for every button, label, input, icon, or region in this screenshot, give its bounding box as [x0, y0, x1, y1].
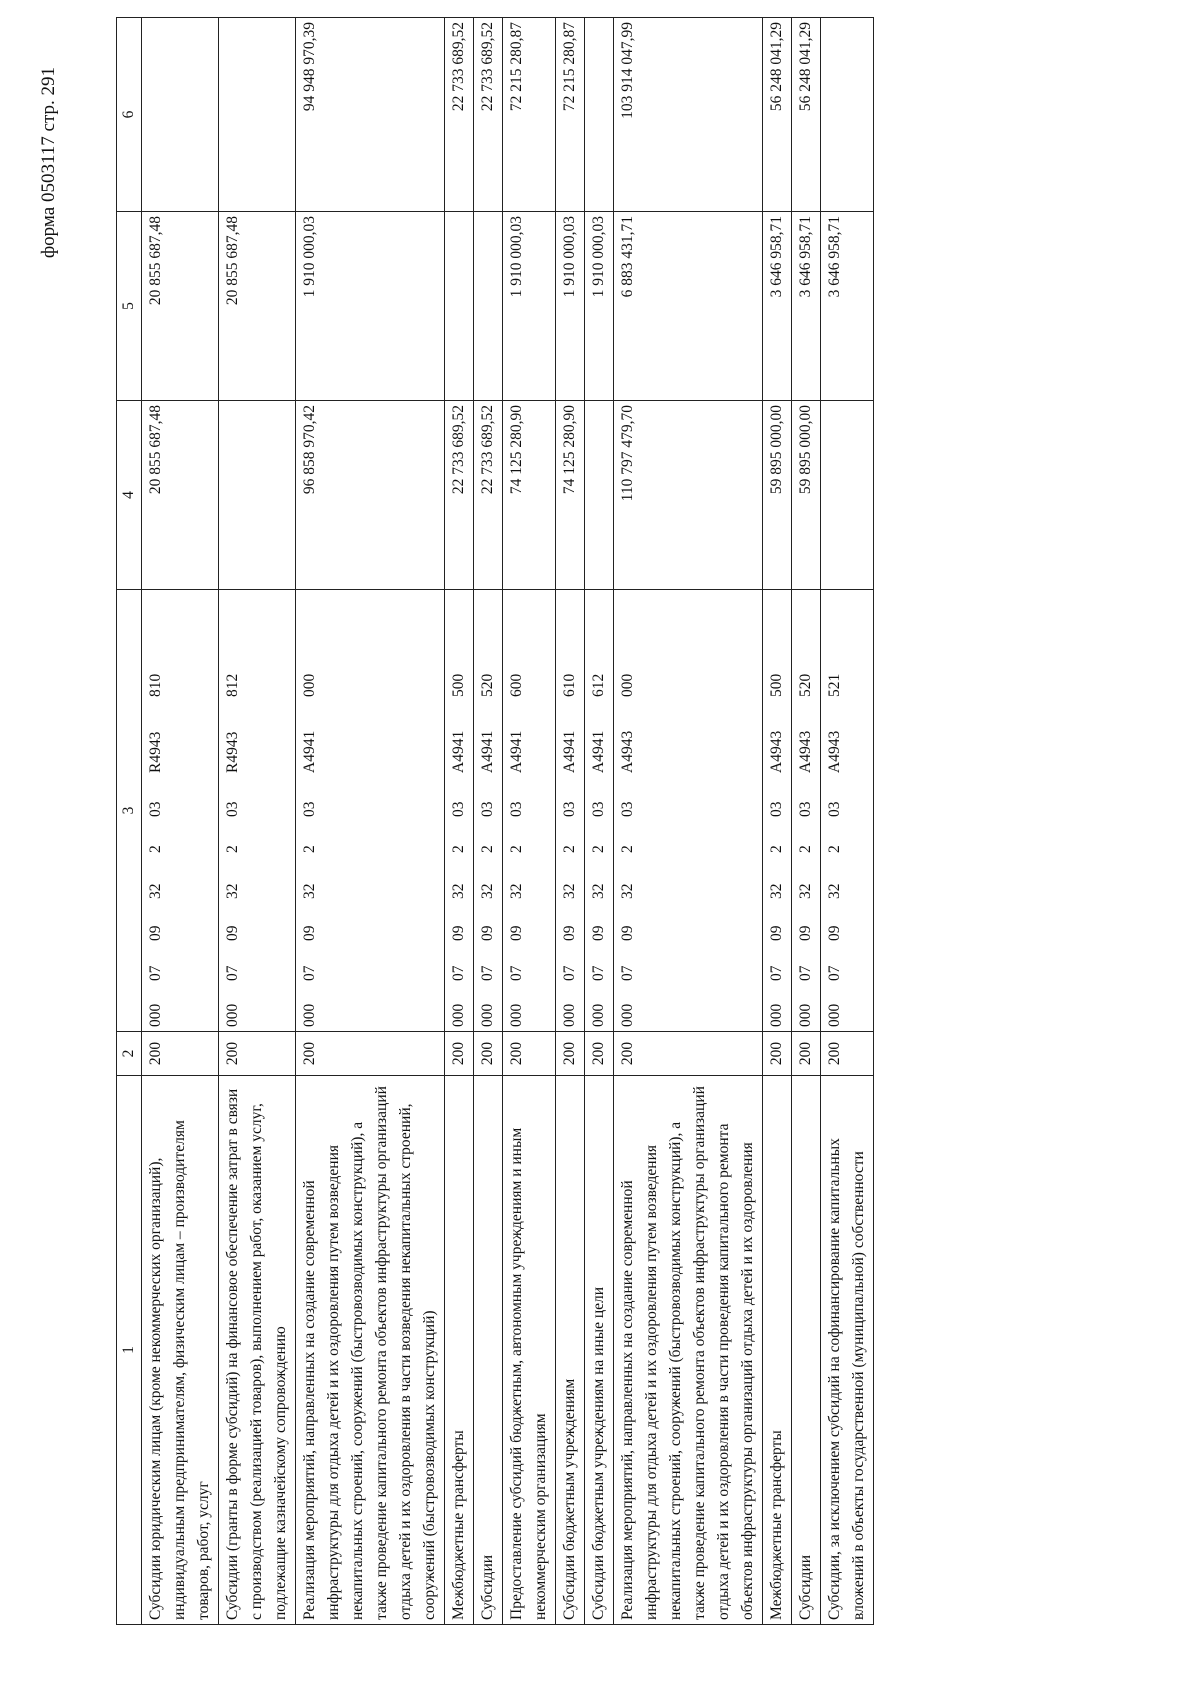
unexecuted-amount: 56 248 041,29	[792, 18, 821, 212]
code-part: 000	[147, 1003, 164, 1027]
column-number: 4	[117, 401, 142, 590]
row-name: Субсидии бюджетным учреждениям	[556, 1076, 585, 1625]
approved-amount: 20 855 687,48	[142, 401, 219, 590]
code-part: 03	[301, 801, 318, 817]
code-part: 2	[147, 845, 164, 853]
executed-amount: 6 883 431,71	[614, 212, 763, 401]
code-part: 07	[450, 965, 467, 981]
code-part: А4941	[450, 730, 467, 773]
unexecuted-amount: 103 914 047,99	[614, 18, 763, 212]
unexecuted-amount: 72 215 280,87	[503, 18, 556, 212]
code-part: 09	[561, 925, 578, 941]
code-part: 521	[826, 673, 843, 697]
approved-amount: 74 125 280,90	[503, 401, 556, 590]
code-part: А4943	[826, 730, 843, 773]
approved-amount: 96 858 970,42	[296, 401, 445, 590]
budget-classification-code	[219, 590, 296, 1032]
form-label: форма 0503117 стр. 291	[38, 67, 59, 259]
code-part: 000	[301, 1003, 318, 1027]
budget-classification-code	[585, 590, 614, 1032]
unexecuted-amount: 22 733 689,52	[445, 18, 474, 212]
code-part: 09	[301, 925, 318, 941]
code-part: 03	[768, 801, 785, 817]
budget-classification-code	[503, 590, 556, 1032]
code-part: 2	[619, 845, 636, 853]
code-part: 000	[561, 1003, 578, 1027]
table-row	[792, 18, 821, 1625]
code-part: 32	[450, 883, 467, 899]
row-name: Межбюджетные трансферты	[445, 1076, 474, 1625]
code-part: 32	[768, 883, 785, 899]
row-name: Субсидии, за исключением субсидий на софинансирование капитальных вложений в объекты государственной (муниципальной) собственности	[821, 1076, 874, 1625]
code-part: 32	[561, 883, 578, 899]
table-body	[142, 18, 874, 1625]
unexecuted-amount: 56 248 041,29	[763, 18, 792, 212]
code-part: 07	[508, 965, 525, 981]
code-part: А4943	[768, 730, 785, 773]
row-name: Реализация мероприятий, направленных на создание современной инфраструктуры для отдыха детей и их оздоровления путем возведения некапитальных строений, сооружений (быстровозводимых конструкций), а также проведение капитального ремонта объектов инфраструктуры организаций отдыха детей и их оздоровления в части возведения некапитальных строений, сооружений (быстровозводимых конструкций)	[296, 1076, 445, 1625]
row-name: Субсидии	[792, 1076, 821, 1625]
row-name: Предоставление субсидий бюджетным, автономным учреждениям и иным некоммерческим организациям	[503, 1076, 556, 1625]
unexecuted-amount: 22 733 689,52	[474, 18, 503, 212]
code-part: 09	[450, 925, 467, 941]
approved-amount: 74 125 280,90	[556, 401, 585, 590]
table-row	[503, 18, 556, 1625]
code-part: 09	[147, 925, 164, 941]
code-part: 000	[301, 673, 318, 697]
line-code: 200	[219, 1032, 296, 1076]
budget-classification-code	[296, 590, 445, 1032]
unexecuted-amount: 94 948 970,39	[296, 18, 445, 212]
budget-classification-code	[142, 590, 219, 1032]
column-number: 3	[117, 590, 142, 1032]
executed-amount: 1 910 000,03	[585, 212, 614, 401]
table-row	[614, 18, 763, 1625]
code-part: 2	[826, 845, 843, 853]
code-part: А4941	[561, 730, 578, 773]
line-code: 200	[296, 1032, 445, 1076]
code-part: 03	[479, 801, 496, 817]
code-part: 000	[224, 1003, 241, 1027]
code-part: R4943	[147, 731, 164, 773]
executed-amount: 3 646 958,71	[763, 212, 792, 401]
code-part: 03	[619, 801, 636, 817]
code-part: 09	[479, 925, 496, 941]
code-part: 000	[619, 1003, 636, 1027]
code-part: 03	[561, 801, 578, 817]
table-row	[556, 18, 585, 1625]
code-part: 07	[797, 965, 814, 981]
code-part: 000	[826, 1003, 843, 1027]
executed-amount: 1 910 000,03	[556, 212, 585, 401]
code-part: 07	[147, 965, 164, 981]
code-part: 000	[479, 1003, 496, 1027]
code-part: 09	[224, 925, 241, 941]
code-part: 03	[224, 801, 241, 817]
code-part: 2	[508, 845, 525, 853]
executed-amount: 3 646 958,71	[792, 212, 821, 401]
code-part: 612	[590, 673, 607, 697]
code-part: 07	[479, 965, 496, 981]
code-part: 03	[147, 801, 164, 817]
code-part: 07	[301, 965, 318, 981]
code-part: 07	[826, 965, 843, 981]
code-part: 2	[768, 845, 785, 853]
budget-classification-code	[614, 590, 763, 1032]
approved-amount: 59 895 000,00	[792, 401, 821, 590]
code-part: 520	[479, 673, 496, 697]
executed-amount: 3 646 958,71	[821, 212, 874, 401]
line-code: 200	[474, 1032, 503, 1076]
code-part: 03	[450, 801, 467, 817]
code-part: 09	[619, 925, 636, 941]
code-part: 520	[797, 673, 814, 697]
line-code: 200	[445, 1032, 474, 1076]
code-part: 610	[561, 673, 578, 697]
code-part: R4943	[224, 731, 241, 773]
row-name: Межбюджетные трансферты	[763, 1076, 792, 1625]
code-part: 07	[590, 965, 607, 981]
budget-table	[116, 17, 874, 1625]
code-part: 2	[224, 845, 241, 853]
budget-classification-code	[445, 590, 474, 1032]
code-part: 07	[619, 965, 636, 981]
code-part: 03	[797, 801, 814, 817]
row-name: Субсидии бюджетным учреждениям на иные цели	[585, 1076, 614, 1625]
code-part: 32	[224, 883, 241, 899]
approved-amount	[585, 401, 614, 590]
approved-amount	[821, 401, 874, 590]
approved-amount: 59 895 000,00	[763, 401, 792, 590]
code-part: 000	[768, 1003, 785, 1027]
code-part: А4941	[479, 730, 496, 773]
code-part: 2	[590, 845, 607, 853]
code-part: 32	[508, 883, 525, 899]
approved-amount: 22 733 689,52	[474, 401, 503, 590]
code-part: 000	[619, 673, 636, 697]
code-part: 09	[590, 925, 607, 941]
budget-classification-code	[792, 590, 821, 1032]
line-code: 200	[585, 1032, 614, 1076]
line-code: 200	[142, 1032, 219, 1076]
code-part: 000	[590, 1003, 607, 1027]
unexecuted-amount	[821, 18, 874, 212]
table-row	[296, 18, 445, 1625]
code-part: А4941	[590, 730, 607, 773]
code-part: 810	[147, 673, 164, 697]
column-number: 6	[117, 18, 142, 212]
column-number-row	[117, 18, 142, 1625]
table-row	[474, 18, 503, 1625]
table-row	[445, 18, 474, 1625]
code-part: 07	[768, 965, 785, 981]
line-code: 200	[556, 1032, 585, 1076]
code-part: 03	[508, 801, 525, 817]
code-part: 09	[797, 925, 814, 941]
unexecuted-amount	[585, 18, 614, 212]
line-code: 200	[821, 1032, 874, 1076]
unexecuted-amount	[142, 18, 219, 212]
budget-classification-code	[763, 590, 792, 1032]
table-row	[821, 18, 874, 1625]
code-part: 32	[826, 883, 843, 899]
executed-amount: 20 855 687,48	[219, 212, 296, 401]
code-part: 32	[301, 883, 318, 899]
code-part: 000	[508, 1003, 525, 1027]
line-code: 200	[763, 1032, 792, 1076]
code-part: 07	[561, 965, 578, 981]
code-part: 500	[450, 673, 467, 697]
column-number: 2	[117, 1032, 142, 1076]
code-part: 32	[619, 883, 636, 899]
column-number: 5	[117, 212, 142, 401]
code-part: 2	[561, 845, 578, 853]
line-code: 200	[614, 1032, 763, 1076]
code-part: 32	[797, 883, 814, 899]
executed-amount	[445, 212, 474, 401]
budget-classification-code	[821, 590, 874, 1032]
code-part: А4941	[508, 730, 525, 773]
unexecuted-amount: 72 215 280,87	[556, 18, 585, 212]
executed-amount	[474, 212, 503, 401]
code-part: 600	[508, 673, 525, 697]
table-row	[142, 18, 219, 1625]
code-part: 000	[450, 1003, 467, 1027]
code-part: А4943	[619, 730, 636, 773]
code-part: 03	[826, 801, 843, 817]
code-part: 09	[508, 925, 525, 941]
row-name: Субсидии	[474, 1076, 503, 1625]
table-row	[219, 18, 296, 1625]
code-part: 09	[768, 925, 785, 941]
row-name: Реализация мероприятий, направленных на создание современной инфраструктуры для отдыха детей и их оздоровления путем возведения некапитальных строений, сооружений (быстровозводимых конструкций), а также проведение капитального ремонта объектов инфраструктуры организаций отдыха детей и их оздоровления в части проведения капитального ремонта объектов инфраструктуры организаций отдыха детей и их оздоровления	[614, 1076, 763, 1625]
table-row	[763, 18, 792, 1625]
code-part: 09	[826, 925, 843, 941]
column-number: 1	[117, 1076, 142, 1625]
code-part: 32	[479, 883, 496, 899]
code-part: 32	[590, 883, 607, 899]
code-part: 07	[224, 965, 241, 981]
code-part: 03	[590, 801, 607, 817]
code-part: 2	[797, 845, 814, 853]
approved-amount: 22 733 689,52	[445, 401, 474, 590]
code-part: 32	[147, 883, 164, 899]
code-part: 500	[768, 673, 785, 697]
table-row	[585, 18, 614, 1625]
code-part: 000	[797, 1003, 814, 1027]
code-part: 2	[479, 845, 496, 853]
executed-amount: 1 910 000,03	[296, 212, 445, 401]
unexecuted-amount	[219, 18, 296, 212]
line-code: 200	[792, 1032, 821, 1076]
row-name: Субсидии (гранты в форме субсидий) на финансовое обеспечение затрат в связи с производством (реализацией товаров), выполнением работ, оказанием услуг, подлежащие казначейскому сопровождению	[219, 1076, 296, 1625]
code-part: 812	[224, 673, 241, 697]
code-part: 2	[450, 845, 467, 853]
executed-amount: 1 910 000,03	[503, 212, 556, 401]
row-name: Субсидии юридическим лицам (кроме некоммерческих организаций), индивидуальным предпринимателям, физическим лицам – производителям товаров, работ, услуг	[142, 1076, 219, 1625]
code-part: А4941	[301, 730, 318, 773]
budget-classification-code	[474, 590, 503, 1032]
line-code: 200	[503, 1032, 556, 1076]
approved-amount	[219, 401, 296, 590]
code-part: 2	[301, 845, 318, 853]
approved-amount: 110 797 479,70	[614, 401, 763, 590]
executed-amount: 20 855 687,48	[142, 212, 219, 401]
code-part: А4943	[797, 730, 814, 773]
budget-classification-code	[556, 590, 585, 1032]
